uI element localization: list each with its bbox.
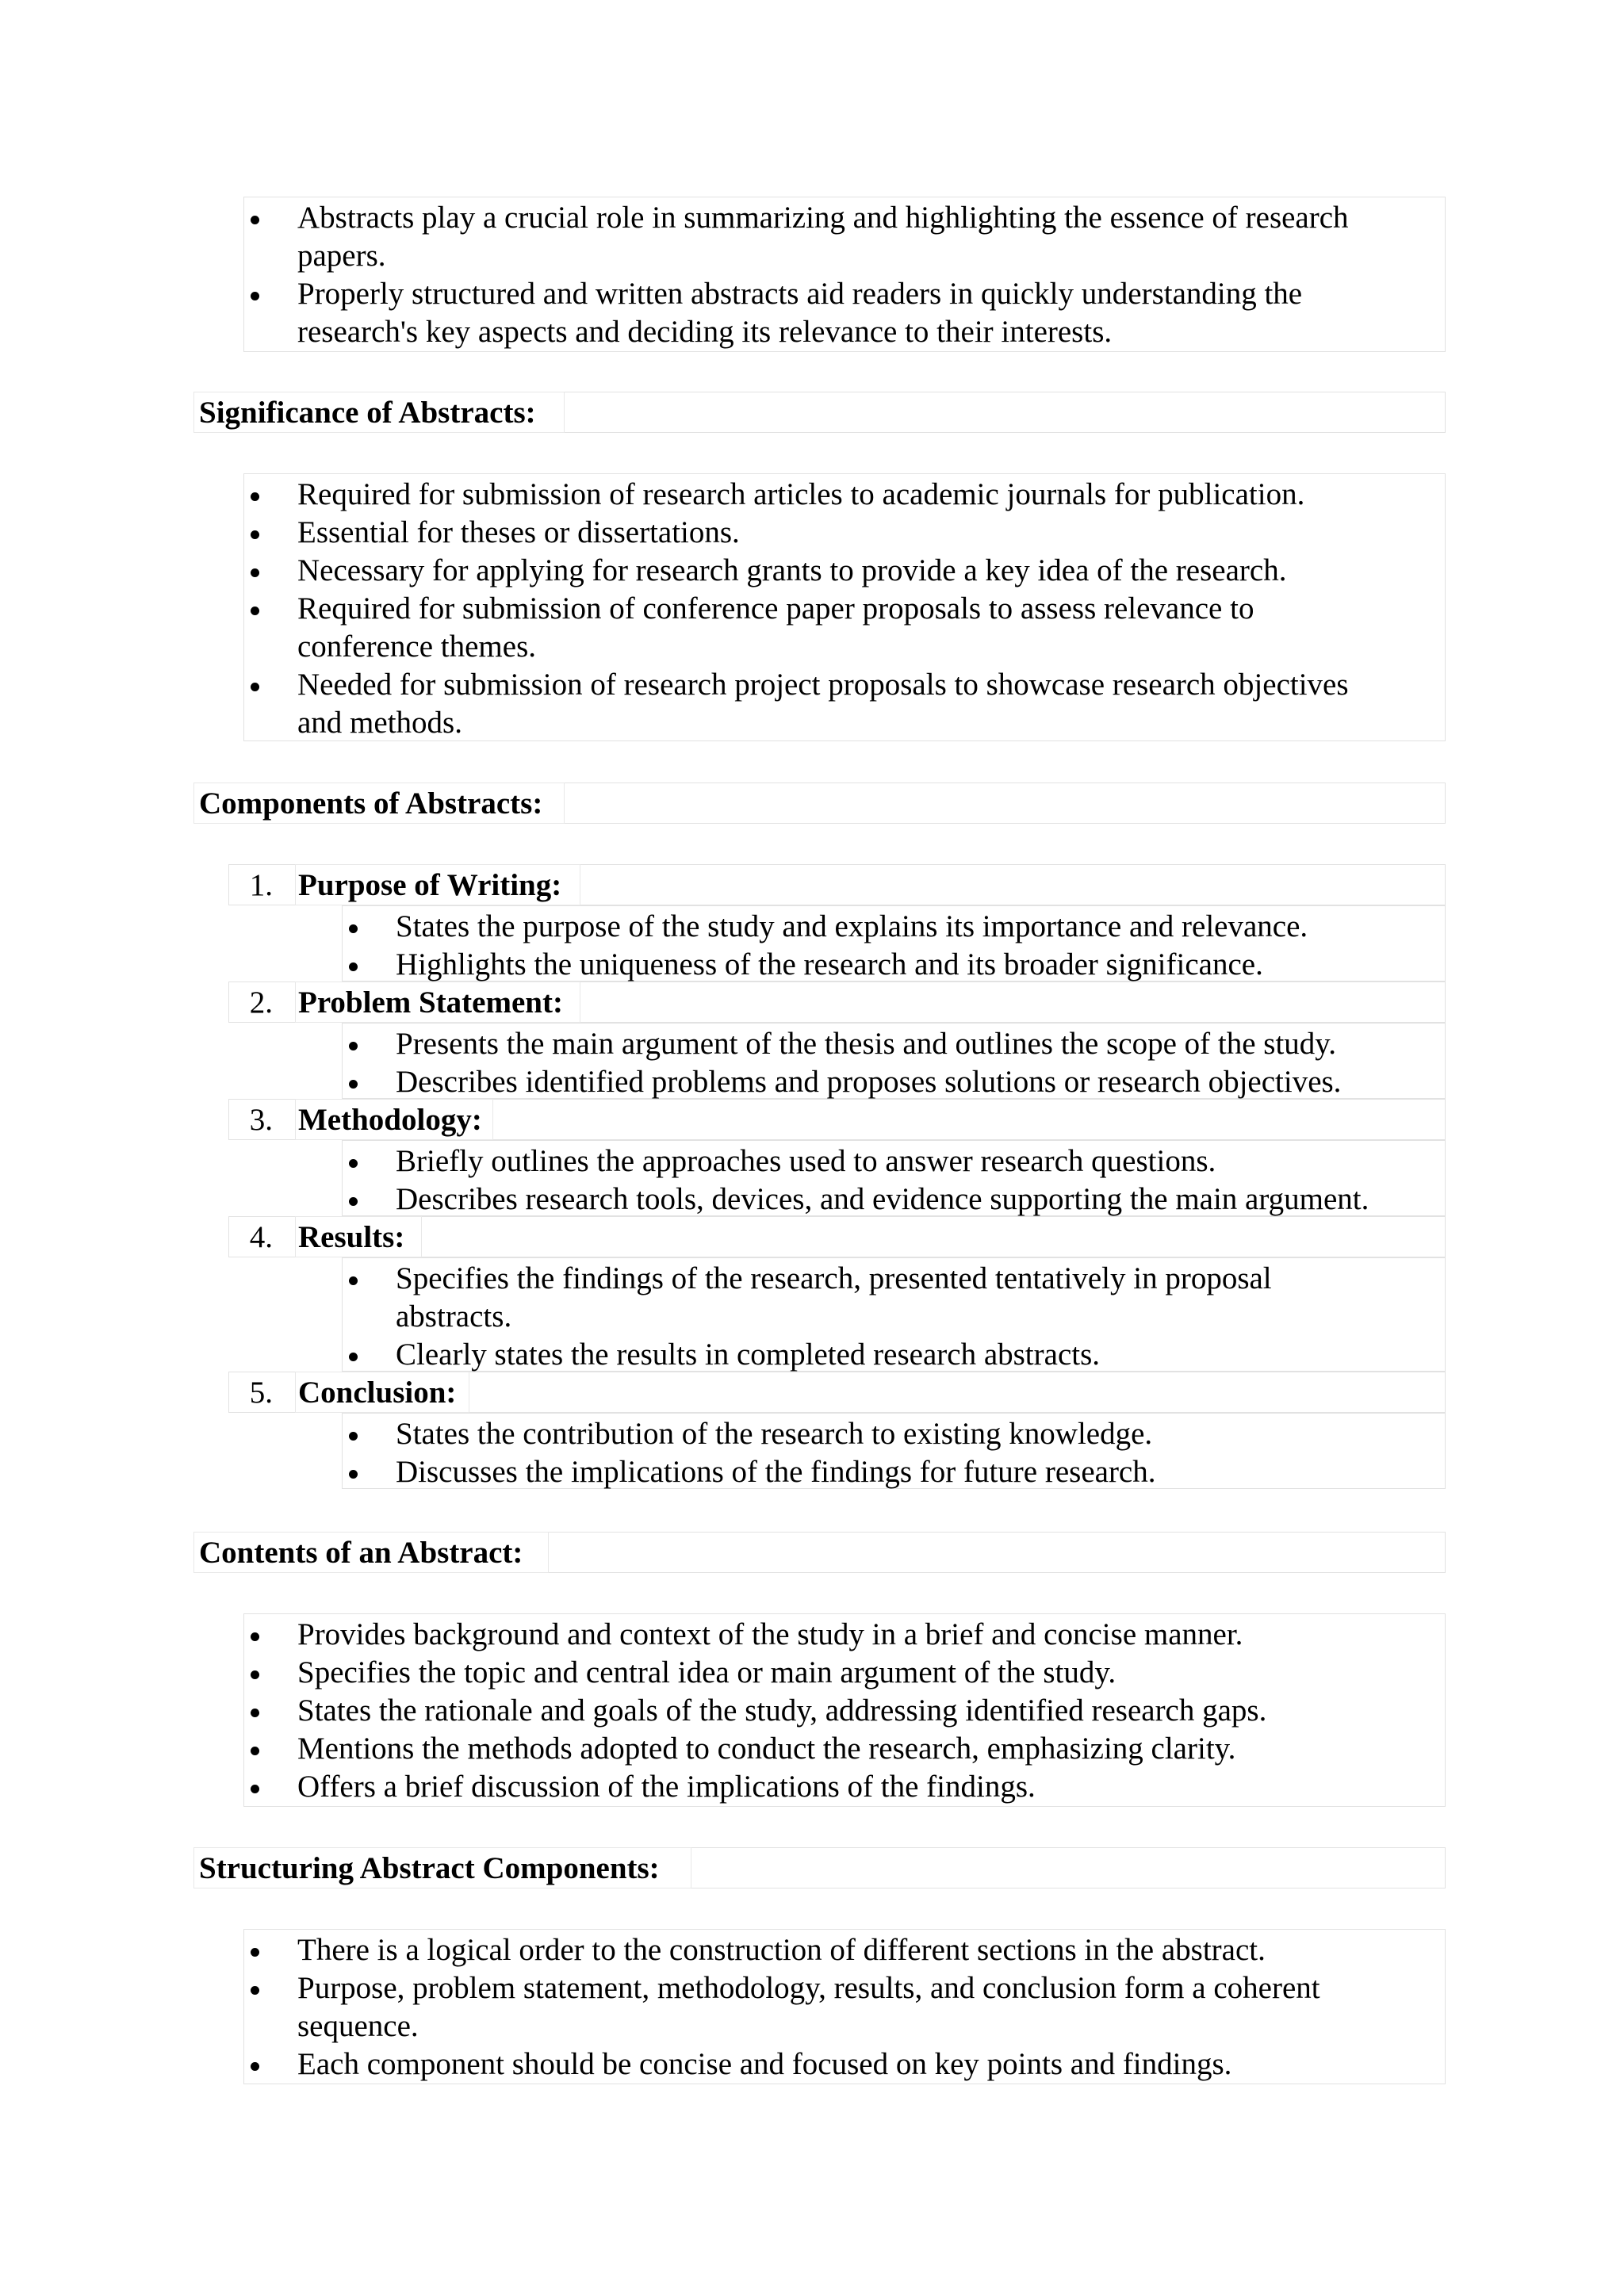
list-item-text: States the rationale and goals of the study, addressing identified research gaps. (297, 1693, 1267, 1728)
bullet-icon (349, 924, 358, 933)
list-item-text: Needed for submission of research project proposals to showcase research objectives (297, 668, 1349, 702)
component-title: Methodology: (298, 1103, 482, 1137)
list-item-text: Purpose, problem statement, methodology, results, and conclusion form a coherent (297, 1971, 1320, 2005)
bullet-icon (349, 1353, 358, 1361)
list-item-text: Properly structured and written abstracts aid readers in quickly understanding the (297, 277, 1303, 311)
bullet-icon (251, 216, 259, 224)
bullet-icon (251, 1632, 259, 1641)
bullet-icon (251, 1709, 259, 1717)
component-title: Conclusion: (298, 1376, 457, 1410)
component-title: Problem Statement: (298, 985, 563, 1020)
bullet-icon (251, 1986, 259, 1995)
list-item-text: sequence. (297, 2009, 419, 2043)
sub-item-text: Describes identified problems and proposes solutions or research objectives. (396, 1065, 1342, 1099)
sub-item-text: Highlights the uniqueness of the research and its broader significance. (396, 947, 1263, 982)
list-item-text: conference themes. (297, 629, 536, 664)
item-number: 2. (249, 985, 273, 1020)
sub-item-text: Presents the main argument of the thesis and outlines the scope of the study. (396, 1027, 1337, 1061)
list-item-text: papers. (297, 239, 386, 273)
list-item-text: Provides background and context of the study in a brief and concise manner. (297, 1617, 1243, 1651)
sub-item-text: States the contribution of the research to existing knowledge. (396, 1417, 1153, 1451)
list-item-text: Essential for theses or dissertations. (297, 515, 740, 549)
list-item-text: Required for submission of conference paper proposals to assess relevance to (297, 591, 1254, 626)
bullet-icon (349, 1159, 358, 1168)
list-item-text: Required for submission of research articles to academic journals for publication. (297, 477, 1305, 511)
sub-item-text: Clearly states the results in completed research abstracts. (396, 1337, 1101, 1372)
sub-item-text: abstracts. (396, 1299, 512, 1334)
bullet-icon (349, 1470, 358, 1479)
list-item-text: Each component should be concise and focused on key points and findings. (297, 2047, 1232, 2081)
list-item-text: research's key aspects and deciding its relevance to their interests. (297, 315, 1113, 349)
sub-item-text: Describes research tools, devices, and evidence supporting the main argument. (396, 1182, 1369, 1216)
bullet-icon (349, 1042, 358, 1050)
sub-item-text: Specifies the findings of the research, presented tentatively in proposal (396, 1261, 1272, 1295)
list-item-text: Specifies the topic and central idea or main argument of the study. (297, 1655, 1116, 1689)
list-item-text: and methods. (297, 706, 462, 740)
sub-item-text: States the purpose of the study and explains its importance and relevance. (396, 909, 1308, 943)
list-item-text: Offers a brief discussion of the implications of the findings. (297, 1770, 1036, 1804)
bullet-icon (251, 1785, 259, 1793)
list-item-text: Mentions the methods adopted to conduct the research, emphasizing clarity. (297, 1732, 1236, 1766)
bullet-icon (251, 1670, 259, 1679)
section-heading-components: Components of Abstracts: (199, 786, 543, 821)
bullet-icon (251, 492, 259, 501)
component-title: Results: (298, 1220, 405, 1254)
item-number: 3. (249, 1103, 273, 1137)
bullet-icon (251, 292, 259, 300)
bullet-icon (349, 1197, 358, 1206)
list-item-text: Necessary for applying for research grants to provide a key idea of the research. (297, 553, 1287, 587)
bullet-icon (251, 530, 259, 539)
sub-item-text: Briefly outlines the approaches used to answer research questions. (396, 1144, 1216, 1178)
bullet-icon (349, 1080, 358, 1089)
sub-item-text: Discusses the implications of the findings for future research. (396, 1455, 1156, 1489)
bullet-icon (251, 568, 259, 577)
bullet-icon (251, 2062, 259, 2071)
section-heading-structuring: Structuring Abstract Components: (199, 1851, 660, 1885)
section-heading-significance: Significance of Abstracts: (199, 396, 536, 430)
item-number: 1. (249, 868, 273, 902)
item-number: 4. (249, 1220, 273, 1254)
bullet-icon (349, 1432, 358, 1441)
bullet-icon (251, 1747, 259, 1755)
bullet-icon (349, 962, 358, 971)
section-heading-contents: Contents of an Abstract: (199, 1536, 523, 1570)
bullet-icon (349, 1276, 358, 1285)
list-item-text: Abstracts play a crucial role in summarizing and highlighting the essence of research (297, 201, 1349, 235)
list-item-text: There is a logical order to the construction of different sections in the abstract. (297, 1933, 1266, 1967)
bullet-icon (251, 683, 259, 691)
item-number: 5. (249, 1376, 273, 1410)
component-title: Purpose of Writing: (298, 868, 562, 902)
bullet-icon (251, 607, 259, 615)
bullet-icon (251, 1948, 259, 1957)
